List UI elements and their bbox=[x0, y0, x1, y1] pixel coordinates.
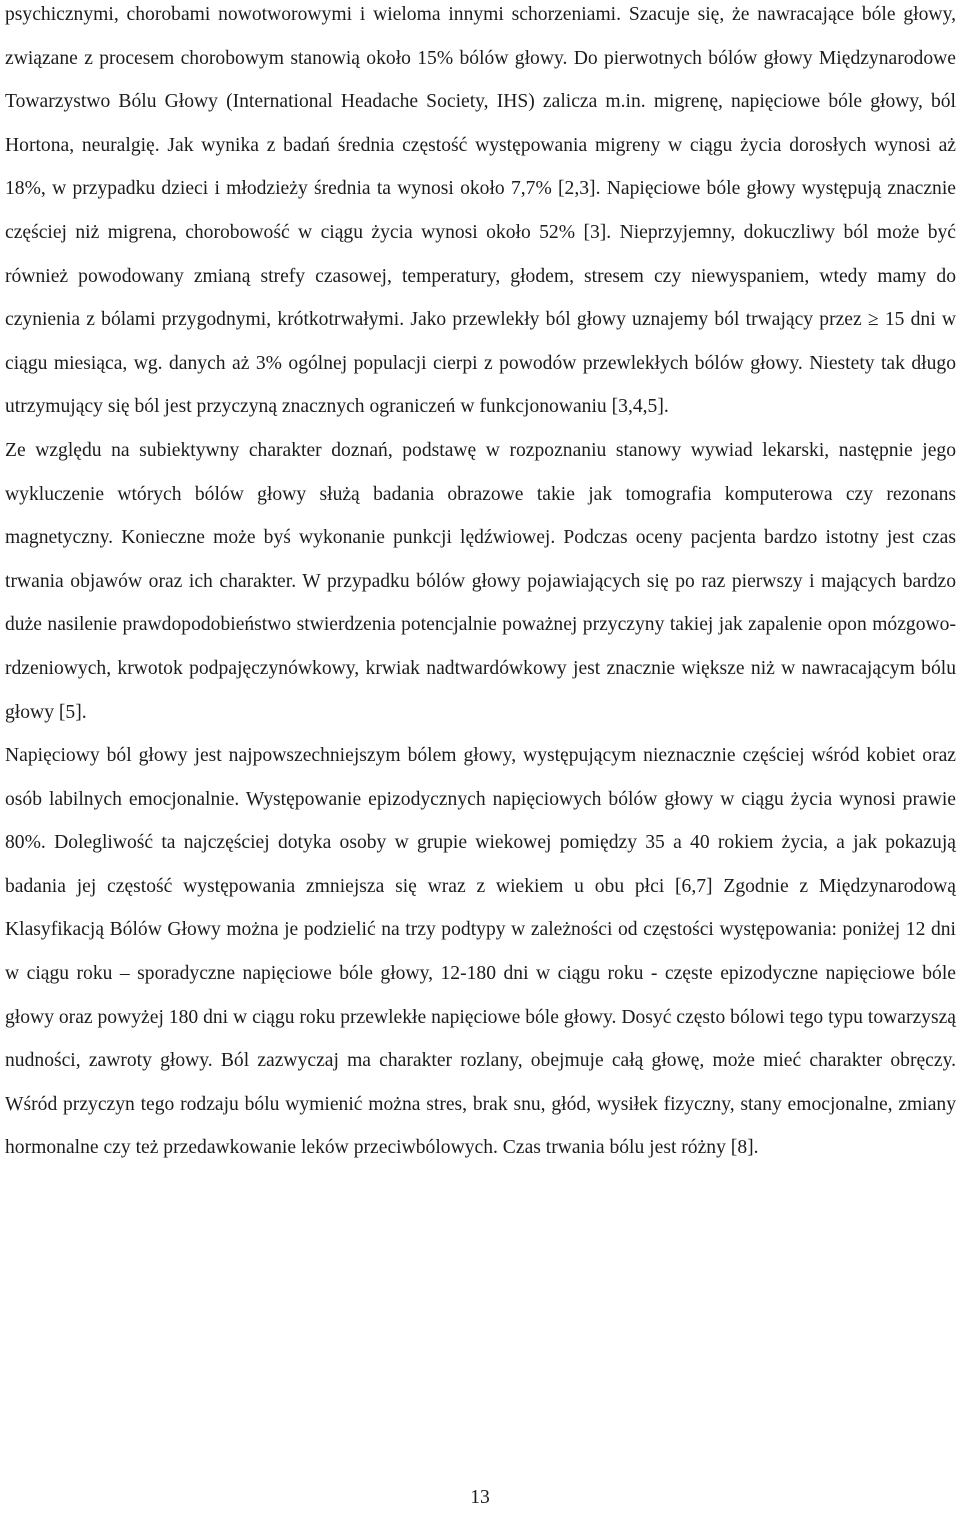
paragraph-1: psychicznymi, chorobami nowotworowymi i wieloma innymi schorzeniami. Szacuje się, że nawracające bóle głowy, związane z procesem chorobowym stanowią około 15% bólów głowy. Do pierwotnych bólów głowy Międzynarodowe Towarzystwo Bólu Głowy (International Headache Society, IHS) zalicza m.in. migrenę, napięciowe bóle głowy, ból Hortona, neuralgię. Jak wynika z badań średnia częstość występowania migreny w ciągu życia dorosłych wynosi aż 18%, w przypadku dzieci i młodzieży średnia ta wynosi około 7,7% [2,3]. Napięciowe bóle głowy występują znacznie częściej niż migrena, chorobowość w ciągu życia wynosi około 52% [3]. Nieprzyjemny, dokuczliwy ból może być również powodowany zmianą strefy czasowej, temperatury, głodem, stresem czy niewyspaniem, wtedy mamy do czynienia z bólami przygodnymi, krótkotrwałymi. Jako przewlekły ból głowy uznajemy ból trwający przez ≥ 15 dni w ciągu miesiąca, wg. danych aż 3% ogólnej populacji cierpi z powodów przewlekłych bólów głowy. Niestety tak długo utrzymujący się ból jest przyczyną znacznych ograniczeń w funkcjonowaniu [3,4,5]. bbox=[5, 4, 956, 418]
paragraph-3: Napięciowy ból głowy jest najpowszechniejszym bólem głowy, występującym nieznacznie częściej wśród kobiet oraz osób labilnych emocjonalnie. Występowanie epizodycznych napięciowych bólów głowy w ciągu życia wynosi prawie 80%. Dolegliwość ta najczęściej dotyka osoby w grupie wiekowej pomiędzy 35 a 40 rokiem życia, a jak pokazują badania jej częstość występowania zmniejsza się wraz z wiekiem u obu płci [6,7] Zgodnie z Międzynarodową Klasyfikacją Bólów Głowy można je podzielić na trzy podtypy w zależności od częstości występowania: poniżej 12 dni w ciągu roku – sporadyczne napięciowe bóle głowy, 12-180 dni w ciągu roku - częste epizodyczne napięciowe bóle głowy oraz powyżej 180 dni w ciągu roku przewlekłe napięciowe bóle głowy. Dosyć często bólowi tego typu towarzyszą nudności, zawroty głowy. Ból zazwyczaj ma charakter rozlany, obejmuje całą głowę, może mieć charakter obręczy. Wśród przyczyn tego rodzaju bólu wymienić można stres, brak snu, głód, wysiłek fizyczny, stany emocjonalne, zmiany hormonalne czy też przedawkowanie leków przeciwbólowych. Czas trwania bólu jest różny [8]. bbox=[5, 745, 956, 1159]
paragraph-2: Ze względu na subiektywny charakter doznań, podstawę w rozpoznaniu stanowy wywiad lekarski, następnie jego wykluczenie wtórych bólów głowy służą badania obrazowe takie jak tomografia komputerowa czy rezonans magnetyczny. Konieczne może byś wykonanie punkcji lędźwiowej. Podczas oceny pacjenta bardzo istotny jest czas trwania objawów oraz ich charakter. W przypadku bólów głowy pojawiających się po raz pierwszy i mających bardzo duże nasilenie prawdopodobieństwo stwierdzenia potencjalnie poważnej przyczyny takiej jak zapalenie opon mózgowo-rdzeniowych, krwotok podpajęczynówkowy, krwiak nadtwardówkowy jest znacznie większe niż w nawracającym bólu głowy [5]. bbox=[5, 439, 956, 723]
page-number: 13 bbox=[470, 1487, 490, 1508]
